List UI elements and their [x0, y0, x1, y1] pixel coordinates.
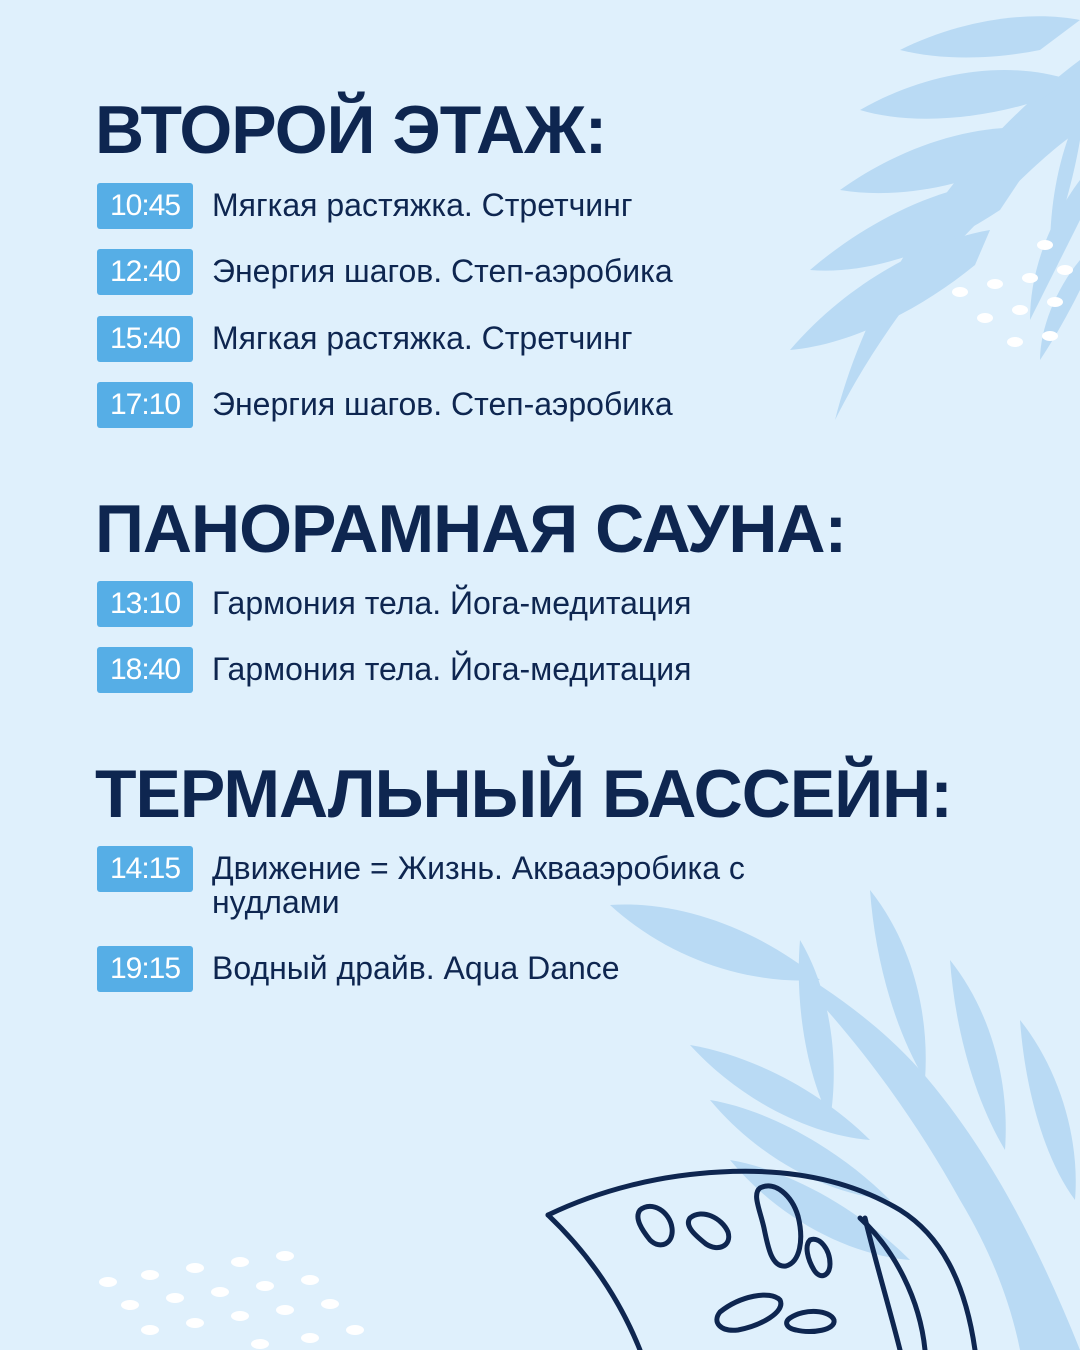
section-title-thermal-pool: ТЕРМАЛЬНЫЙ БАССЕЙН: [95, 756, 952, 832]
schedule-item [97, 382, 673, 428]
time-badge: 14:15 [97, 846, 193, 892]
time-badge: 10:45 [97, 183, 193, 229]
time-badge: 12:40 [97, 249, 193, 295]
section-title-second-floor: ВТОРОЙ ЭТАЖ: [95, 92, 607, 168]
schedule-item [97, 183, 632, 229]
schedule-item [97, 846, 772, 919]
time-badge: 18:40 [97, 647, 193, 693]
class-name: Мягкая растяжка. Стретчинг [212, 320, 633, 356]
time-badge: 13:10 [97, 581, 193, 627]
section-title-panoramic-sauna: ПАНОРАМНАЯ САУНА: [95, 491, 847, 567]
schedule-item [97, 581, 691, 627]
time-badge: 15:40 [97, 316, 193, 362]
class-name: Энергия шагов. Степ-аэробика [212, 386, 673, 422]
class-name: Водный драйв. Aqua Dance [212, 950, 620, 986]
class-name: Гармония тела. Йога-медитация [212, 651, 692, 687]
class-name: Движение = Жизнь. Аквааэробика с нудлами [212, 850, 745, 920]
class-name: Гармония тела. Йога-медитация [212, 585, 692, 621]
schedule-item [97, 249, 673, 295]
class-name: Мягкая растяжка. Стретчинг [212, 187, 633, 223]
schedule-item [97, 647, 691, 693]
time-badge: 19:15 [97, 946, 193, 992]
schedule-item [97, 946, 620, 992]
class-name: Энергия шагов. Степ-аэробика [212, 253, 673, 289]
time-badge: 17:10 [97, 382, 193, 428]
schedule-item [97, 316, 632, 362]
